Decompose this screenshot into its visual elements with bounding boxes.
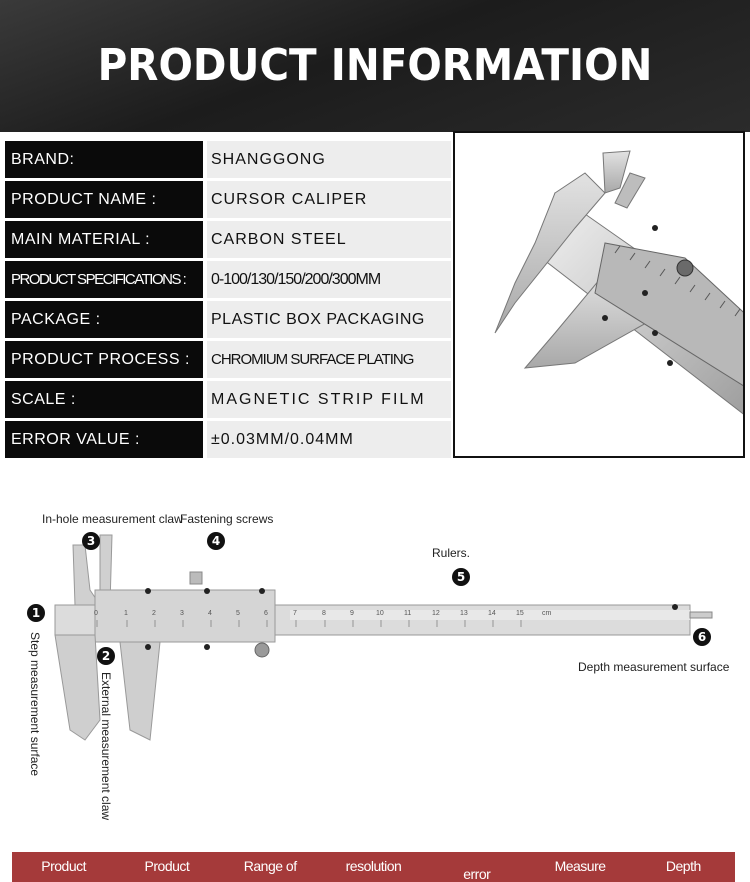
spec-row — [5, 341, 451, 378]
spec-value: CARBON STEEL — [207, 221, 451, 258]
spec-label: PRODUCT NAME : — [5, 181, 203, 218]
scale-tick-label: 13 — [460, 610, 468, 617]
table-header-cell: Product — [41, 858, 87, 874]
spec-value: SHANGGONG — [207, 141, 451, 178]
scale-tick-label: 8 — [322, 610, 326, 617]
inhole-claw-label: In-hole measurement claw — [42, 512, 183, 526]
step-surface-label: Step measurement surface — [28, 632, 42, 777]
scale-tick-label: 1 — [124, 610, 128, 617]
spec-table — [5, 141, 451, 461]
table-header-cell: resolution — [345, 858, 402, 874]
scale-tick-label: 2 — [152, 610, 156, 617]
scale-tick-label: 9 — [350, 610, 354, 617]
spec-row — [5, 181, 451, 218]
table-header-cell: Measure — [554, 858, 606, 874]
spec-row — [5, 261, 451, 298]
scale-tick-label: 3 — [180, 610, 184, 617]
badge-2: 2 — [97, 647, 115, 665]
spec-label: PACKAGE : — [5, 301, 203, 338]
scale-unit-label: cm — [542, 610, 552, 617]
caliper-diagram — [0, 490, 750, 830]
caliper-photo-illustration — [455, 133, 743, 456]
spec-value: CURSOR CALIPER — [207, 181, 451, 218]
table-header-cell: Depth — [665, 858, 701, 874]
spec-label: ERROR VALUE : — [5, 421, 203, 458]
table-header-cell: Range of — [243, 858, 297, 874]
badge-6: 6 — [693, 628, 711, 646]
table-header-cell: error — [463, 866, 491, 882]
scale-tick-label: 12 — [432, 610, 440, 617]
scale-tick-label: 4 — [208, 610, 212, 617]
spec-row — [5, 221, 451, 258]
rulers-label: Rulers. — [432, 546, 471, 560]
scale-tick-label: 7 — [293, 610, 297, 617]
depth-surface-label: Depth measurement surface — [578, 660, 730, 674]
caliper-photo — [453, 131, 745, 458]
scale-tick-label: 15 — [516, 610, 524, 617]
badge-3: 3 — [82, 532, 100, 550]
spec-value: CHROMIUM SURFACE PLATING — [207, 341, 451, 378]
fastening-screws-label: Fastening screws — [180, 512, 274, 526]
spec-label: PRODUCT SPECIFICATIONS : — [5, 261, 203, 298]
scale-tick-label: 11 — [404, 610, 412, 617]
spec-label: BRAND: — [5, 141, 203, 178]
spec-value: PLASTIC BOX PACKAGING — [207, 301, 451, 338]
spec-value: ±0.03MM/0.04MM — [207, 421, 451, 458]
spec-label: MAIN MATERIAL : — [5, 221, 203, 258]
scale-tick-label: 0 — [94, 610, 98, 617]
spec-value: MAGNETIC STRIP FILM — [207, 381, 451, 418]
scale-tick-label: 6 — [264, 610, 268, 617]
scale-tick-label: 10 — [376, 610, 384, 617]
spec-row — [5, 381, 451, 418]
page-title: PRODUCT INFORMATION — [97, 40, 653, 91]
badge-4: 4 — [207, 532, 225, 550]
badge-5: 5 — [452, 568, 470, 586]
spec-label: SCALE : — [5, 381, 203, 418]
header-banner — [0, 0, 750, 132]
spec-value: 0-100/130/150/200/300MM — [207, 261, 451, 298]
scale-tick-label: 14 — [488, 610, 496, 617]
badge-1: 1 — [27, 604, 45, 622]
spec-label: PRODUCT PROCESS : — [5, 341, 203, 378]
table-header-bar — [12, 852, 735, 882]
spec-row — [5, 421, 451, 458]
scale-tick-label: 5 — [236, 610, 240, 617]
spec-row — [5, 301, 451, 338]
spec-row — [5, 141, 451, 178]
table-header-cell: Product — [144, 858, 190, 874]
external-claw-label: External measurement claw — [99, 672, 113, 821]
